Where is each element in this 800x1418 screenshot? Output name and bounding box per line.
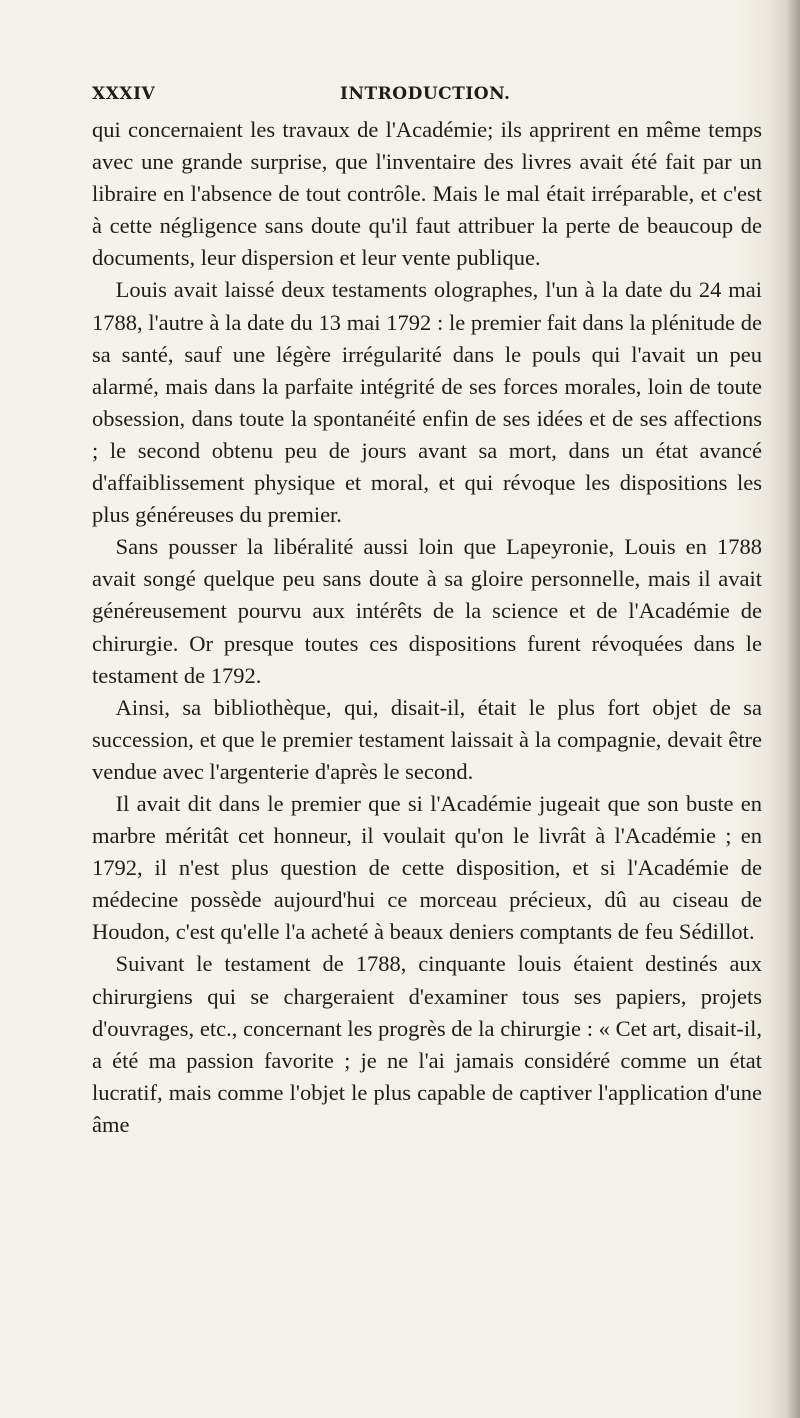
paragraph-6: Suivant le testament de 1788, cinquante louis étaient destinés aux chirurgiens qui se chargeraient d'examiner tous ses papiers, projets d'ouvrages, etc., concernant les progrès de la chirurgie : « Cet art, disait-il, a été ma passion favorite ; je ne l'ai jamais considéré comme un état lucratif, mais comme l'objet le plus capable de captiver l'application d'une âme: [92, 951, 762, 1137]
running-head: [92, 84, 752, 112]
paragraph-2: Louis avait laissé deux testaments olographes, l'un à la date du 24 mai 1788, l'autre à la date du 13 mai 1792 : le premier fait dans la plénitude de sa santé, sauf une légère irrégularité dans le pouls qui l'avait un peu alarmé, mais dans la parfaite intégrité de ses forces morales, loin de toute obsession, dans toute la spontanéité enfin de ses idées et de ses affections ; le second obtenu peu de jours avant sa mort, dans un état avancé d'affaiblissement physique et moral, et qui révoque les dispositions les plus généreuses du premier.: [92, 277, 762, 528]
paragraph-3: Sans pousser la libéralité aussi loin que Lapeyronie, Louis en 1788 avait songé quelque peu sans doute à sa gloire personnelle, mais il avait généreusement pourvu aux intérêts de la science et de l'Académie de chirurgie. Or presque toutes ces dispositions furent révoquées dans le testament de 1792.: [92, 534, 762, 688]
body-text: [92, 114, 762, 1141]
running-title: INTRODUCTION.: [340, 84, 511, 104]
paragraph-5: Il avait dit dans le premier que si l'Académie jugeait que son buste en marbre méritât cet honneur, il voulait qu'on le livrât à l'Académie ; en 1792, il n'est plus question de cette disposition, et si l'Académie de médecine possède aujourd'hui ce morceau précieux, dû au ciseau de Houdon, c'est qu'elle l'a acheté à beaux deniers comptants de feu Sédillot.: [92, 790, 762, 945]
page-edge-shadow: [786, 0, 800, 1418]
paragraph-1: qui concernaient les travaux de l'Académie; ils apprirent en même temps avec une grande surprise, que l'inventaire des livres avait été fait par un libraire en l'absence de tout contrôle. Mais le mal était irréparable, et c'est à cette négligence sans doute qu'il faut attribuer la perte de beaucoup de documents, leur dispersion et leur vente publique.: [92, 117, 762, 271]
paragraph-4: Ainsi, sa bibliothèque, qui, disait-il, était le plus fort objet de sa succession, et que le premier testament laissait à la compagnie, devait être vendue avec l'argenterie d'après le second.: [92, 694, 762, 784]
page-number: XXXIV: [92, 84, 156, 104]
